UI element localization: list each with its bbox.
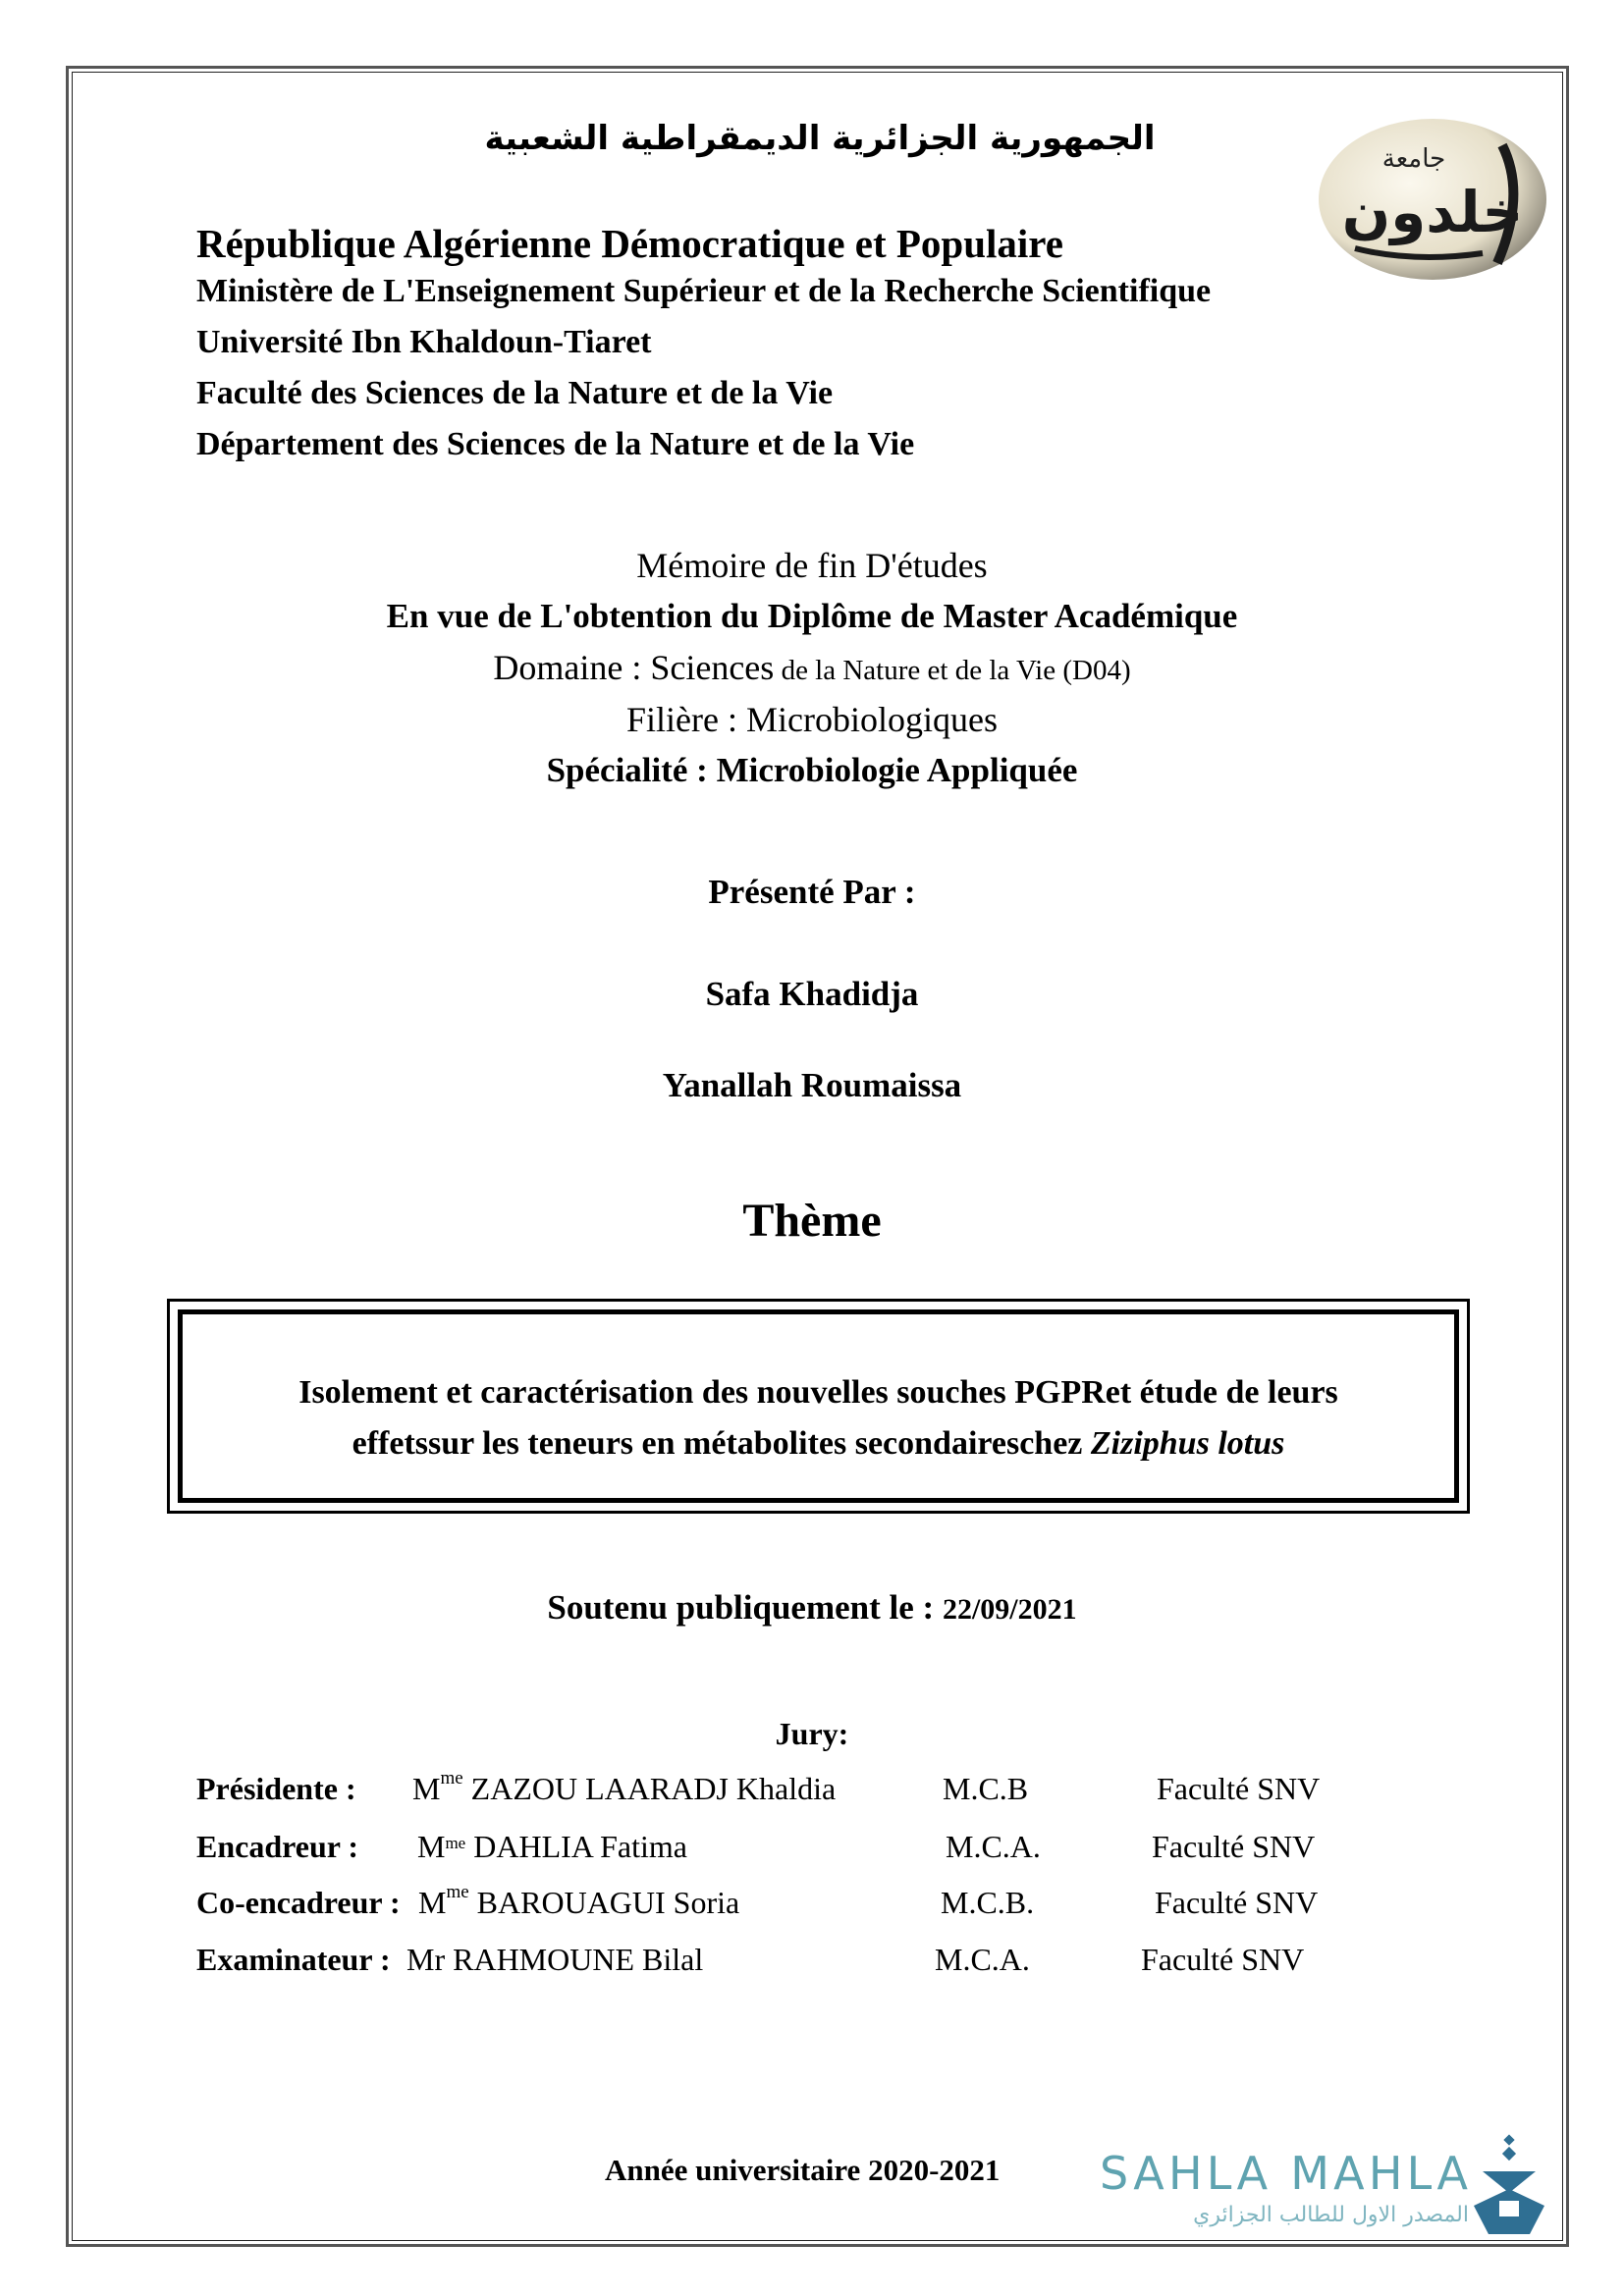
svg-text:جامعة: جامعة [1381, 144, 1446, 174]
diploma-label: En vue de L'obtention du Diplôme de Master Académique [386, 597, 1238, 635]
calligraphy-icon [1474, 2134, 1544, 2234]
svg-text:خلدون: خلدون [1341, 179, 1524, 245]
jury-affiliation: Faculté SNV [1141, 1942, 1305, 1977]
jury-title-sup: me [445, 1834, 466, 1852]
watermark-tagline: المصدر الاول للطالب الجزائري [1193, 2203, 1469, 2227]
jury-role: Co-encadreur : [196, 1885, 401, 1920]
arabic-title: الجمهورية الجزائرية الديمقراطية الشعبية [484, 119, 1156, 158]
faculty-name: Faculté des Sciences de la Nature et de la Vie [196, 375, 834, 411]
domaine-line [0, 650, 1624, 685]
memoire-label: Mémoire de fin D'études [636, 546, 988, 585]
specialite-label: Spécialité : Microbiologie Appliquée [546, 751, 1078, 789]
republic-name: République Algérienne Démocratique et Populaire [196, 221, 1063, 266]
species-name: Ziziphus lotus [1090, 1425, 1285, 1462]
department-name: Département des Sciences de la Nature et de la Vie [196, 426, 915, 462]
jury-grade: M.C.A. [946, 1829, 1041, 1864]
theme-box [167, 1299, 1470, 1514]
jury-member-name [412, 1768, 837, 1806]
author-name: Safa Khadidja [705, 975, 919, 1013]
jury-affiliation: Faculté SNV [1157, 1771, 1321, 1806]
theme-title-line1: Isolement et caractérisation des nouvelles souches PGPRet étude de leurs [298, 1374, 1338, 1411]
domaine-rest: de la Nature et de la Vie (D04) [774, 655, 1131, 686]
domaine-label: Domaine : Sciences [493, 648, 775, 687]
jury-grade: M.C.B [943, 1771, 1029, 1806]
defense-date: 22/09/2021 [942, 1593, 1077, 1626]
theme-heading: Thème [742, 1195, 882, 1247]
jury-grade: M.C.B. [941, 1885, 1035, 1920]
jury-role: Présidente : [196, 1771, 356, 1806]
defense-line [0, 1590, 1624, 1625]
jury-member-name [417, 1831, 687, 1862]
university-seal-logo [1316, 116, 1549, 283]
ministry-name: Ministère de L'Enseignement Supérieur et de la Recherche Scientifique [196, 273, 1212, 309]
jury-role: Examinateur : [196, 1942, 391, 1977]
jury-affiliation: Faculté SNV [1152, 1829, 1316, 1864]
academic-year: Année universitaire 2020-2021 [605, 2153, 1001, 2187]
jury-title-sup: me [440, 1768, 463, 1789]
jury-affiliation: Faculté SNV [1155, 1885, 1319, 1920]
jury-name: ZAZOU LAARADJ Khaldia [462, 1771, 837, 1806]
author-name: Yanallah Roumaissa [662, 1066, 962, 1104]
theme-title-line2-text: effetssur les teneurs en métabolites secondaireschez [352, 1425, 1091, 1462]
jury-title: M [418, 1885, 447, 1920]
jury-name: RAHMOUNE Bilal [445, 1942, 704, 1977]
jury-role: Encadreur : [196, 1829, 359, 1864]
jury-member-name [418, 1882, 740, 1920]
jury-heading: Jury: [775, 1716, 849, 1751]
jury-title: Mr [406, 1942, 446, 1977]
jury-name: BAROUAGUI Soria [468, 1885, 740, 1920]
watermark-name: SAHLA MAHLA [1100, 2147, 1468, 2200]
university-name: Université Ibn Khaldoun-Tiaret [196, 324, 652, 360]
jury-member-name [406, 1944, 703, 1975]
defense-label: Soutenu publiquement le : [547, 1588, 943, 1627]
jury-title: M [417, 1829, 446, 1864]
presented-by-label: Présenté Par : [708, 873, 916, 911]
theme-title-line2 [170, 1427, 1467, 1461]
filiere-label: Filière : Microbiologiques [626, 700, 998, 739]
jury-title: M [412, 1771, 441, 1806]
jury-title-sup: me [446, 1882, 469, 1902]
jury-name: DAHLIA Fatima [465, 1829, 687, 1864]
jury-grade: M.C.A. [935, 1942, 1030, 1977]
